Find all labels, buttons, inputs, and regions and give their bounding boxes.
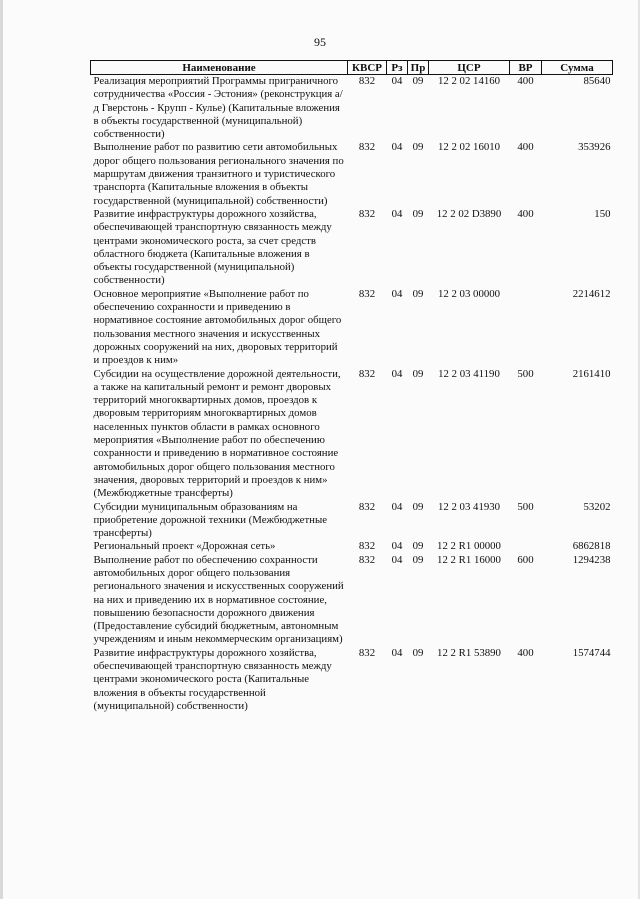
table-row	[91, 647, 613, 713]
row-vr: 500	[517, 367, 534, 380]
row-rz: 04	[391, 646, 403, 659]
table-row	[91, 75, 613, 142]
row-csr: 12 2 R1 16000	[437, 553, 501, 566]
table-row	[91, 501, 613, 541]
row-kvsr: 832	[358, 207, 376, 220]
row-sum: 85640	[583, 75, 611, 87]
row-csr: 12 2 02 14160	[437, 75, 501, 87]
header-pr: Пр	[408, 61, 429, 75]
header-vr: ВР	[510, 61, 542, 75]
row-rz: 04	[391, 367, 403, 380]
header-name: Наименование	[91, 61, 348, 75]
row-vr: 400	[517, 207, 534, 220]
row-csr: 12 2 R1 53890	[437, 646, 501, 659]
row-name: Региональный проект «Дорожная сеть»	[93, 540, 276, 553]
header-rz: Рз	[387, 61, 408, 75]
row-sum: 150	[594, 207, 611, 220]
row-rz: 04	[391, 540, 403, 553]
row-sum: 1574744	[572, 646, 611, 659]
row-sum: 2161410	[572, 367, 611, 380]
row-vr: 500	[517, 500, 534, 513]
table-row	[91, 540, 613, 553]
row-pr: 09	[412, 287, 424, 300]
budget-table	[90, 60, 613, 713]
row-rz: 04	[391, 75, 403, 87]
scan-edge-left	[0, 0, 3, 899]
row-kvsr: 832	[358, 500, 376, 513]
row-pr: 09	[412, 500, 424, 513]
row-name: Выполнение работ по развитию сети автомобильных дорог общего пользования регионального значения по маршрутам движения транзитного и туристического транспорта (Капитальные вложения в объекты государственной (муниципальной) собственности)	[93, 141, 344, 207]
row-pr: 09	[412, 553, 424, 566]
row-csr: 12 2 R1 00000	[437, 540, 501, 553]
row-kvsr: 832	[358, 646, 376, 659]
row-vr: 400	[517, 646, 534, 659]
row-kvsr: 832	[358, 367, 376, 380]
row-pr: 09	[412, 646, 424, 659]
table-row	[91, 288, 613, 368]
table-row	[91, 368, 613, 501]
table-row	[91, 208, 613, 288]
row-csr: 12 2 03 41190	[438, 367, 500, 380]
row-kvsr: 832	[358, 75, 376, 87]
row-rz: 04	[391, 500, 403, 513]
row-kvsr: 832	[358, 553, 376, 566]
row-pr: 09	[412, 367, 424, 380]
row-kvsr: 832	[358, 141, 376, 154]
row-rz: 04	[391, 287, 403, 300]
header-kvsr: КВСР	[348, 61, 387, 75]
row-name: Развитие инфраструктуры дорожного хозяйства, обеспечивающей транспортную связанность между центрами экономического роста (Капитальные вложения в объекты государственной (муниципальной) собственности)	[93, 646, 332, 712]
row-name: Выполнение работ по обеспечению сохранности автомобильных дорог общего пользования регионального значения и искусственных сооружений на них и приведению их в нормативное состояние, повышению безопасности дорожного движения (Предоставление субсидий бюджетным, автономным учреждениям и иным некоммерческим организациям)	[93, 553, 344, 646]
row-sum: 53202	[583, 500, 611, 513]
row-name: Основное мероприятие «Выполнение работ по обеспечению сохранности и приведению в нормативное состояние автомобильных дорог общего пользования местного значения и искусственных дорожных сооружений на них, дворовых территорий и проездов к ним»	[93, 287, 342, 367]
row-vr	[510, 288, 542, 368]
row-rz: 04	[391, 207, 403, 220]
row-csr: 12 2 02 16010	[437, 141, 501, 154]
row-pr: 09	[412, 141, 424, 154]
row-sum: 2214612	[572, 287, 611, 300]
row-pr: 09	[412, 75, 424, 87]
row-sum: 6862818	[572, 540, 611, 553]
row-kvsr: 832	[358, 540, 376, 553]
row-vr: 400	[517, 141, 534, 154]
row-name: Развитие инфраструктуры дорожного хозяйства, обеспечивающей транспортную связанность между центрами экономического роста, за счет средств областного бюджета (Капитальные вложения в объекты государственной (муниципальной) собственности)	[93, 207, 332, 287]
row-csr: 12 2 03 41930	[437, 500, 501, 513]
page-number: 95	[314, 35, 326, 49]
row-sum: 353926	[578, 141, 611, 154]
table-row	[91, 141, 613, 207]
row-name: Субсидии на осуществление дорожной деятельности, а также на капитальный ремонт и ремонт дворовых территорий многоквартирных домов, проездов к дворовым территориям многоквартирных домов населенных пунктов области в рамках основного мероприятия «Выполнение работ по обеспечению сохранности и приведению в нормативное состояние автомобильных дорог общего пользования местного значения, дворовых территорий и проездов к ним» (Межбюджетные трансферты)	[93, 367, 341, 500]
table-row	[91, 554, 613, 647]
table-header-row	[91, 61, 613, 75]
row-csr: 12 2 03 00000	[437, 287, 501, 300]
header-sum: Сумма	[542, 61, 613, 75]
row-csr: 12 2 02 D3890	[436, 207, 502, 220]
row-sum: 1294238	[572, 553, 611, 566]
row-rz: 04	[391, 141, 403, 154]
row-pr: 09	[412, 540, 424, 553]
header-csr: ЦСР	[429, 61, 510, 75]
row-pr: 09	[412, 207, 424, 220]
row-vr	[510, 540, 542, 553]
row-kvsr: 832	[358, 287, 376, 300]
row-vr: 600	[517, 553, 534, 566]
row-rz: 04	[391, 553, 403, 566]
row-vr: 400	[517, 75, 534, 87]
row-name: Субсидии муниципальным образованиям на приобретение дорожной техники (Межбюджетные трансферты)	[93, 500, 327, 540]
row-name: Реализация мероприятий Программы приграничного сотрудничества «Россия - Эстония» (реконструкция а/д Гверстонь - Крупп - Кулье) (Капитальные вложения в объекты государственной (муниципальной) собственности)	[93, 75, 343, 141]
